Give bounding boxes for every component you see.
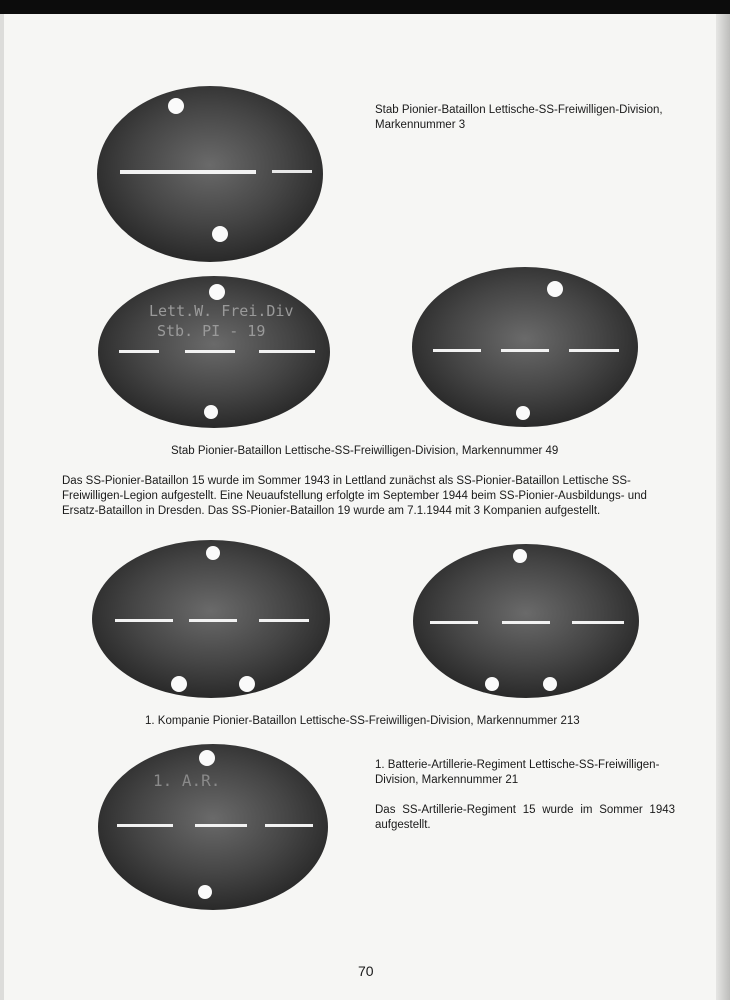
scan-left-edge <box>0 14 4 1000</box>
paragraph-artillerie-line2: aufgestellt. <box>375 819 431 831</box>
caption-tag-21-line1: 1. Batterie-Artillerie-Regiment Lettische-SS-Freiwilligen- <box>375 759 660 771</box>
paragraph-pionier-line3: Ersatz-Bataillon in Dresden. Das SS-Pionier-Bataillon 19 wurde am 7.1.1944 mit 3 Kompanien aufgestellt. <box>62 505 601 517</box>
svg-text:1. A.R.: 1. A.R. <box>153 771 221 790</box>
paragraph-pionier-line2: Freiwilligen-Legion aufgestellt. Eine Neuaufstellung erfolgte im September 1944 beim SS-Pionier-Ausbildungs- und <box>62 490 647 502</box>
dog-tag-markennummer-213-front <box>91 538 331 700</box>
dog-tag-markennummer-213-back <box>412 542 640 700</box>
svg-text:Lett.W. Frei.Div: Lett.W. Frei.Div <box>149 302 294 320</box>
caption-tag-3-line1: Stab Pionier-Bataillon Lettische-SS-Freiwilligen-Division, <box>375 104 663 116</box>
dog-tag-markennummer-21 <box>97 742 329 912</box>
dog-tag-markennummer-3 <box>96 84 324 264</box>
scan-top-border <box>0 0 730 14</box>
caption-tag-213: 1. Kompanie Pionier-Bataillon Lettische-SS-Freiwilligen-Division, Markennummer 213 <box>145 715 580 727</box>
caption-tag-49: Stab Pionier-Bataillon Lettische-SS-Freiwilligen-Division, Markennummer 49 <box>171 445 559 457</box>
scan-right-edge <box>716 14 730 1000</box>
svg-text:Stb. PI - 19: Stb. PI - 19 <box>157 322 266 340</box>
caption-tag-21-line2: Division, Markennummer 21 <box>375 774 519 786</box>
dog-tag-markennummer-49-back <box>411 265 639 429</box>
paragraph-pionier-line1: Das SS-Pionier-Bataillon 15 wurde im Sommer 1943 in Lettland zunächst als SS-Pionier-Bataillon Lettische SS- <box>62 475 631 487</box>
paragraph-artillerie-line1: Das SS-Artillerie-Regiment 15 wurde im Sommer 1943 <box>375 804 675 816</box>
dog-tag-markennummer-49-front <box>97 274 331 430</box>
caption-tag-3-line2: Markennummer 3 <box>375 119 466 131</box>
page-number: 70 <box>358 963 374 979</box>
